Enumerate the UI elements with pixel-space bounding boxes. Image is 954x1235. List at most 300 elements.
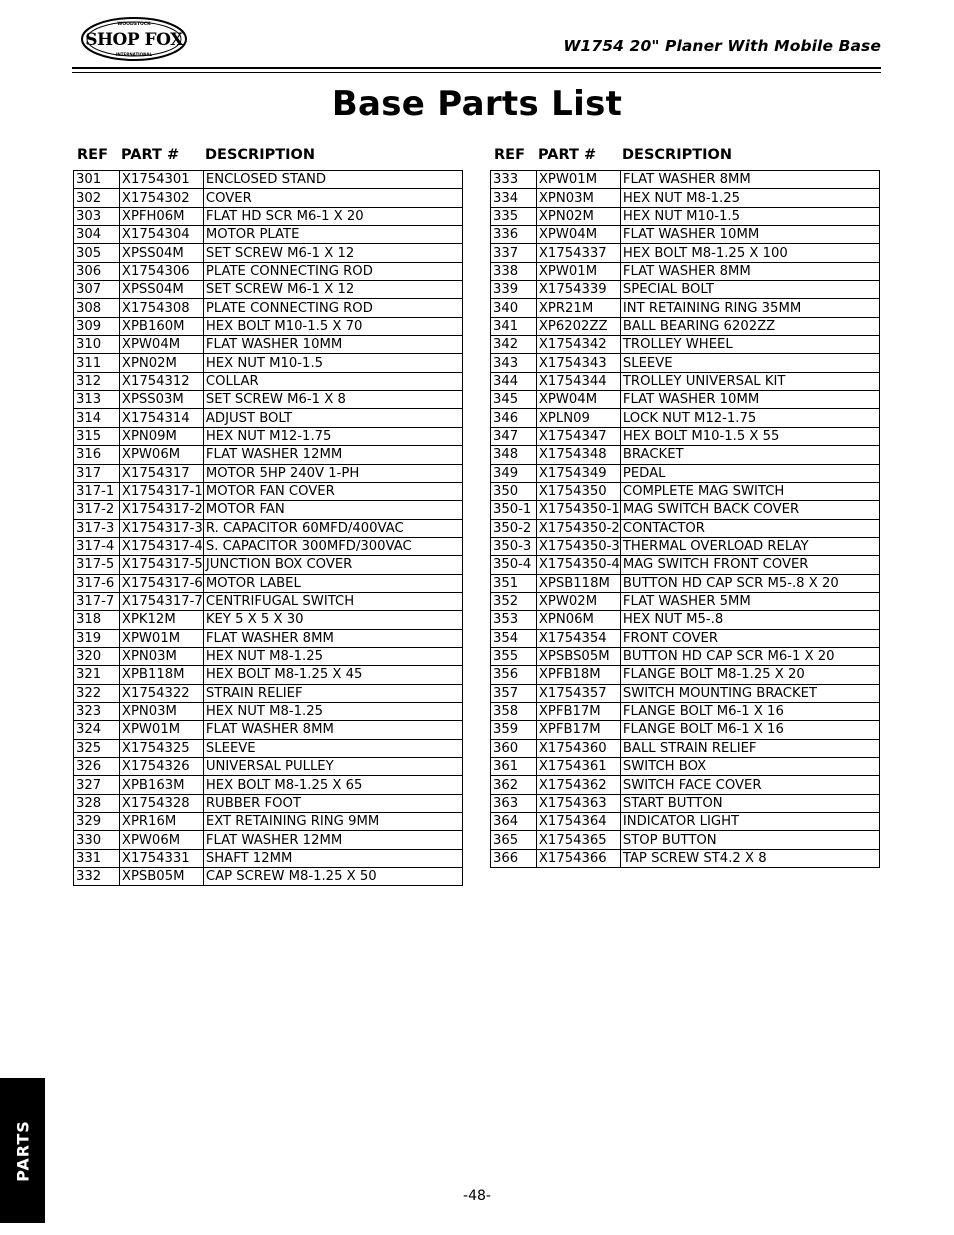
description-cell: CENTRIFUGAL SWITCH [203, 592, 462, 610]
description-cell: THERMAL OVERLOAD RELAY [620, 537, 879, 555]
table-row [491, 171, 880, 189]
part-number-cell: X1754308 [119, 299, 203, 317]
ref-cell: 315 [74, 427, 120, 445]
description-cell: MOTOR 5HP 240V 1-PH [203, 464, 462, 482]
description-cell: MAG SWITCH FRONT COVER [620, 556, 879, 574]
right-header-ref: REF [494, 147, 525, 163]
table-row [74, 813, 463, 831]
part-number-cell: X1754331 [119, 849, 203, 867]
table-row [74, 849, 463, 867]
ref-cell: 366 [491, 849, 537, 867]
description-cell: FLAT WASHER 8MM [203, 629, 462, 647]
part-number-cell: XPW06M [119, 446, 203, 464]
shop-fox-logo-graphic [80, 16, 188, 62]
description-cell: SET SCREW M6-1 X 12 [203, 281, 462, 299]
part-number-cell: XPSB05M [119, 868, 203, 886]
part-number-cell: XPW04M [119, 336, 203, 354]
ref-cell: 355 [491, 647, 537, 665]
description-cell: R. CAPACITOR 60MFD/400VAC [203, 519, 462, 537]
part-number-cell: X1754302 [119, 189, 203, 207]
ref-cell: 353 [491, 611, 537, 629]
part-number-cell: X1754357 [536, 684, 620, 702]
description-cell: FLAT WASHER 8MM [620, 171, 879, 189]
table-row [491, 299, 880, 317]
ref-cell: 347 [491, 427, 537, 445]
part-number-cell: XP6202ZZ [536, 317, 620, 335]
ref-cell: 342 [491, 336, 537, 354]
table-row [491, 189, 880, 207]
ref-cell: 328 [74, 794, 120, 812]
ref-cell: 350-1 [491, 501, 537, 519]
ref-cell: 317-1 [74, 482, 120, 500]
part-number-cell: X1754314 [119, 409, 203, 427]
ref-cell: 337 [491, 244, 537, 262]
description-cell: HEX NUT M10-1.5 [620, 207, 879, 225]
part-number-cell: XPSB118M [536, 574, 620, 592]
description-cell: HEX BOLT M8-1.25 X 65 [203, 776, 462, 794]
table-row [491, 427, 880, 445]
part-number-cell: XPW04M [536, 226, 620, 244]
description-cell: INDICATOR LIGHT [620, 813, 879, 831]
part-number-cell: X1754304 [119, 226, 203, 244]
description-cell: MAG SWITCH BACK COVER [620, 501, 879, 519]
part-number-cell: XPSS04M [119, 281, 203, 299]
part-number-cell: X1754317-3 [119, 519, 203, 537]
ref-cell: 350-4 [491, 556, 537, 574]
description-cell: FLAT WASHER 10MM [620, 391, 879, 409]
part-number-cell: X1754354 [536, 629, 620, 647]
part-number-cell: XPLN09 [536, 409, 620, 427]
part-number-cell: XPB160M [119, 317, 203, 335]
description-cell: FLAT WASHER 12MM [203, 831, 462, 849]
ref-cell: 360 [491, 739, 537, 757]
ref-cell: 338 [491, 262, 537, 280]
description-cell: KEY 5 X 5 X 30 [203, 611, 462, 629]
left-header-part: PART # [121, 147, 180, 163]
table-row [491, 592, 880, 610]
ref-cell: 365 [491, 831, 537, 849]
table-row [74, 336, 463, 354]
part-number-cell: X1754366 [536, 849, 620, 867]
description-cell: SET SCREW M6-1 X 8 [203, 391, 462, 409]
table-row [74, 684, 463, 702]
ref-cell: 322 [74, 684, 120, 702]
table-row [74, 464, 463, 482]
ref-cell: 332 [74, 868, 120, 886]
ref-cell: 318 [74, 611, 120, 629]
part-number-cell: XPSS04M [119, 244, 203, 262]
description-cell: COVER [203, 189, 462, 207]
table-row [74, 262, 463, 280]
table-row [74, 409, 463, 427]
table-row [491, 262, 880, 280]
table-row [491, 501, 880, 519]
table-row [74, 501, 463, 519]
ref-cell: 312 [74, 372, 120, 390]
table-row [74, 299, 463, 317]
ref-cell: 306 [74, 262, 120, 280]
description-cell: FLAT WASHER 5MM [620, 592, 879, 610]
table-row [74, 537, 463, 555]
ref-cell: 323 [74, 702, 120, 720]
left-header-desc: DESCRIPTION [205, 147, 315, 163]
description-cell: TAP SCREW ST4.2 X 8 [620, 849, 879, 867]
description-cell: S. CAPACITOR 300MFD/300VAC [203, 537, 462, 555]
table-row [491, 464, 880, 482]
part-number-cell: XPW01M [119, 721, 203, 739]
description-cell: HEX BOLT M10-1.5 X 70 [203, 317, 462, 335]
description-cell: STOP BUTTON [620, 831, 879, 849]
part-number-cell: X1754343 [536, 354, 620, 372]
ref-cell: 325 [74, 739, 120, 757]
description-cell: HEX NUT M12-1.75 [203, 427, 462, 445]
ref-cell: 336 [491, 226, 537, 244]
description-cell: UNIVERSAL PULLEY [203, 758, 462, 776]
description-cell: HEX BOLT M10-1.5 X 55 [620, 427, 879, 445]
part-number-cell: X1754349 [536, 464, 620, 482]
part-number-cell: X1754317-6 [119, 574, 203, 592]
ref-cell: 358 [491, 702, 537, 720]
ref-cell: 364 [491, 813, 537, 831]
table-row [74, 446, 463, 464]
table-row [491, 813, 880, 831]
ref-cell: 317 [74, 464, 120, 482]
table-row [491, 281, 880, 299]
ref-cell: 350 [491, 482, 537, 500]
table-row [74, 629, 463, 647]
table-row [74, 556, 463, 574]
ref-cell: 346 [491, 409, 537, 427]
ref-cell: 363 [491, 794, 537, 812]
description-cell: FLANGE BOLT M8-1.25 X 20 [620, 666, 879, 684]
header-rule-thick [72, 67, 881, 69]
part-number-cell: XPR21M [536, 299, 620, 317]
ref-cell: 302 [74, 189, 120, 207]
part-number-cell: XPR16M [119, 813, 203, 831]
ref-cell: 330 [74, 831, 120, 849]
description-cell: INT RETAINING RING 35MM [620, 299, 879, 317]
part-number-cell: XPW06M [119, 831, 203, 849]
table-row [74, 244, 463, 262]
description-cell: HEX NUT M8-1.25 [620, 189, 879, 207]
header-rule-thin [72, 72, 881, 73]
description-cell: FLAT WASHER 8MM [203, 721, 462, 739]
description-cell: FLAT WASHER 10MM [203, 336, 462, 354]
description-cell: COLLAR [203, 372, 462, 390]
table-row [74, 207, 463, 225]
ref-cell: 317-6 [74, 574, 120, 592]
part-number-cell: XPN02M [536, 207, 620, 225]
description-cell: HEX BOLT M8-1.25 X 45 [203, 666, 462, 684]
description-cell: MOTOR FAN [203, 501, 462, 519]
table-row [74, 427, 463, 445]
description-cell: SWITCH BOX [620, 758, 879, 776]
description-cell: HEX NUT M8-1.25 [203, 702, 462, 720]
table-row [74, 702, 463, 720]
table-row [491, 226, 880, 244]
ref-cell: 356 [491, 666, 537, 684]
part-number-cell: X1754362 [536, 776, 620, 794]
part-number-cell: X1754322 [119, 684, 203, 702]
ref-cell: 361 [491, 758, 537, 776]
table-row [491, 776, 880, 794]
part-number-cell: X1754350 [536, 482, 620, 500]
description-cell: JUNCTION BOX COVER [203, 556, 462, 574]
table-row [491, 207, 880, 225]
part-number-cell: XPFH06M [119, 207, 203, 225]
description-cell: FLAT WASHER 8MM [620, 262, 879, 280]
table-row [74, 189, 463, 207]
description-cell: STRAIN RELIEF [203, 684, 462, 702]
manual-title: W1754 20" Planer With Mobile Base [563, 37, 881, 55]
description-cell: BALL BEARING 6202ZZ [620, 317, 879, 335]
description-cell: SET SCREW M6-1 X 12 [203, 244, 462, 262]
table-row [491, 336, 880, 354]
description-cell: LOCK NUT M12-1.75 [620, 409, 879, 427]
table-row [491, 831, 880, 849]
table-row [491, 721, 880, 739]
description-cell: RUBBER FOOT [203, 794, 462, 812]
ref-cell: 357 [491, 684, 537, 702]
part-number-cell: XPN03M [119, 647, 203, 665]
part-number-cell: XPW04M [536, 391, 620, 409]
description-cell: SHAFT 12MM [203, 849, 462, 867]
ref-cell: 324 [74, 721, 120, 739]
logo-small-bottom: INTERNATIONAL [115, 52, 153, 57]
ref-cell: 305 [74, 244, 120, 262]
ref-cell: 335 [491, 207, 537, 225]
description-cell: SWITCH FACE COVER [620, 776, 879, 794]
ref-cell: 316 [74, 446, 120, 464]
table-row [74, 592, 463, 610]
ref-cell: 339 [491, 281, 537, 299]
table-row [491, 629, 880, 647]
part-number-cell: X1754350-3 [536, 537, 620, 555]
description-cell: MOTOR FAN COVER [203, 482, 462, 500]
logo-small-top: WOODSTOCK [117, 22, 151, 27]
ref-cell: 350-3 [491, 537, 537, 555]
ref-cell: 327 [74, 776, 120, 794]
ref-cell: 307 [74, 281, 120, 299]
table-row [74, 372, 463, 390]
part-number-cell: X1754337 [536, 244, 620, 262]
part-number-cell: X1754317-4 [119, 537, 203, 555]
ref-cell: 320 [74, 647, 120, 665]
table-row [491, 849, 880, 867]
part-number-cell: XPB163M [119, 776, 203, 794]
shop-fox-logo [80, 16, 188, 62]
ref-cell: 334 [491, 189, 537, 207]
table-row [74, 519, 463, 537]
part-number-cell: XPN03M [119, 702, 203, 720]
right-parts-table [490, 170, 880, 868]
ref-cell: 301 [74, 171, 120, 189]
part-number-cell: X1754347 [536, 427, 620, 445]
part-number-cell: XPW01M [536, 262, 620, 280]
ref-cell: 317-7 [74, 592, 120, 610]
table-row [491, 702, 880, 720]
part-number-cell: X1754361 [536, 758, 620, 776]
ref-cell: 317-3 [74, 519, 120, 537]
description-cell: BALL STRAIN RELIEF [620, 739, 879, 757]
description-cell: MOTOR LABEL [203, 574, 462, 592]
ref-cell: 308 [74, 299, 120, 317]
ref-cell: 317-5 [74, 556, 120, 574]
part-number-cell: X1754317-2 [119, 501, 203, 519]
table-row [491, 391, 880, 409]
part-number-cell: XPN02M [119, 354, 203, 372]
part-number-cell: X1754317-1 [119, 482, 203, 500]
table-row [74, 739, 463, 757]
table-row [74, 721, 463, 739]
part-number-cell: X1754344 [536, 372, 620, 390]
table-row [491, 556, 880, 574]
description-cell: CAP SCREW M8-1.25 X 50 [203, 868, 462, 886]
part-number-cell: X1754301 [119, 171, 203, 189]
table-row [491, 758, 880, 776]
ref-cell: 340 [491, 299, 537, 317]
part-number-cell: X1754306 [119, 262, 203, 280]
table-row [74, 391, 463, 409]
table-row [491, 409, 880, 427]
side-tab-label: PARTS [13, 1119, 32, 1182]
table-row [74, 226, 463, 244]
ref-cell: 303 [74, 207, 120, 225]
ref-cell: 349 [491, 464, 537, 482]
table-row [74, 281, 463, 299]
ref-cell: 326 [74, 758, 120, 776]
description-cell: HEX NUT M5-.8 [620, 611, 879, 629]
part-number-cell: XPN06M [536, 611, 620, 629]
table-row [491, 372, 880, 390]
description-cell: FRONT COVER [620, 629, 879, 647]
ref-cell: 329 [74, 813, 120, 831]
description-cell: START BUTTON [620, 794, 879, 812]
table-row [74, 354, 463, 372]
description-cell: HEX NUT M10-1.5 [203, 354, 462, 372]
part-number-cell: X1754342 [536, 336, 620, 354]
table-row [74, 611, 463, 629]
description-cell: BUTTON HD CAP SCR M5-.8 X 20 [620, 574, 879, 592]
table-row [491, 574, 880, 592]
part-number-cell: XPSS03M [119, 391, 203, 409]
page-number: -48- [463, 1188, 491, 1204]
table-row [74, 647, 463, 665]
table-row [491, 354, 880, 372]
table-row [74, 776, 463, 794]
part-number-cell: X1754360 [536, 739, 620, 757]
description-cell: TROLLEY UNIVERSAL KIT [620, 372, 879, 390]
table-row [74, 317, 463, 335]
ref-cell: 319 [74, 629, 120, 647]
table-row [74, 666, 463, 684]
part-number-cell: X1754339 [536, 281, 620, 299]
table-row [491, 794, 880, 812]
table-row [491, 317, 880, 335]
ref-cell: 343 [491, 354, 537, 372]
description-cell: FLAT WASHER 10MM [620, 226, 879, 244]
part-number-cell: XPFB18M [536, 666, 620, 684]
ref-cell: 350-2 [491, 519, 537, 537]
description-cell: EXT RETAINING RING 9MM [203, 813, 462, 831]
table-row [491, 684, 880, 702]
description-cell: HEX NUT M8-1.25 [203, 647, 462, 665]
ref-cell: 309 [74, 317, 120, 335]
left-parts-table [73, 170, 463, 886]
table-row [74, 831, 463, 849]
ref-cell: 333 [491, 171, 537, 189]
table-row [491, 611, 880, 629]
part-number-cell: X1754348 [536, 446, 620, 464]
part-number-cell: X1754350-4 [536, 556, 620, 574]
ref-cell: 317-2 [74, 501, 120, 519]
table-row [491, 244, 880, 262]
part-number-cell: X1754326 [119, 758, 203, 776]
right-header-part: PART # [538, 147, 597, 163]
ref-cell: 351 [491, 574, 537, 592]
part-number-cell: X1754317-7 [119, 592, 203, 610]
part-number-cell: XPW01M [536, 171, 620, 189]
description-cell: ADJUST BOLT [203, 409, 462, 427]
ref-cell: 321 [74, 666, 120, 684]
description-cell: TROLLEY WHEEL [620, 336, 879, 354]
table-row [491, 519, 880, 537]
description-cell: PLATE CONNECTING ROD [203, 262, 462, 280]
description-cell: COMPLETE MAG SWITCH [620, 482, 879, 500]
description-cell: MOTOR PLATE [203, 226, 462, 244]
part-number-cell: XPFB17M [536, 721, 620, 739]
part-number-cell: XPW01M [119, 629, 203, 647]
description-cell: PLATE CONNECTING ROD [203, 299, 462, 317]
ref-cell: 348 [491, 446, 537, 464]
description-cell: SLEEVE [620, 354, 879, 372]
description-cell: FLAT WASHER 12MM [203, 446, 462, 464]
ref-cell: 304 [74, 226, 120, 244]
ref-cell: 344 [491, 372, 537, 390]
part-number-cell: XPN09M [119, 427, 203, 445]
ref-cell: 359 [491, 721, 537, 739]
table-row [74, 482, 463, 500]
part-number-cell: X1754325 [119, 739, 203, 757]
ref-cell: 341 [491, 317, 537, 335]
logo-wordmark: SHOP FOX [85, 30, 183, 50]
part-number-cell: X1754312 [119, 372, 203, 390]
table-row [74, 794, 463, 812]
part-number-cell: XPK12M [119, 611, 203, 629]
table-row [74, 758, 463, 776]
right-header-desc: DESCRIPTION [622, 147, 732, 163]
description-cell: FLANGE BOLT M6-1 X 16 [620, 702, 879, 720]
ref-cell: 311 [74, 354, 120, 372]
part-number-cell: X1754317-5 [119, 556, 203, 574]
table-row [74, 868, 463, 886]
ref-cell: 331 [74, 849, 120, 867]
ref-cell: 314 [74, 409, 120, 427]
description-cell: SWITCH MOUNTING BRACKET [620, 684, 879, 702]
description-cell: FLANGE BOLT M6-1 X 16 [620, 721, 879, 739]
left-header-ref: REF [77, 147, 108, 163]
part-number-cell: XPSBS05M [536, 647, 620, 665]
part-number-cell: X1754363 [536, 794, 620, 812]
part-number-cell: X1754350-1 [536, 501, 620, 519]
ref-cell: 313 [74, 391, 120, 409]
description-cell: SLEEVE [203, 739, 462, 757]
description-cell: HEX BOLT M8-1.25 X 100 [620, 244, 879, 262]
ref-cell: 354 [491, 629, 537, 647]
description-cell: BUTTON HD CAP SCR M6-1 X 20 [620, 647, 879, 665]
table-row [491, 666, 880, 684]
ref-cell: 352 [491, 592, 537, 610]
